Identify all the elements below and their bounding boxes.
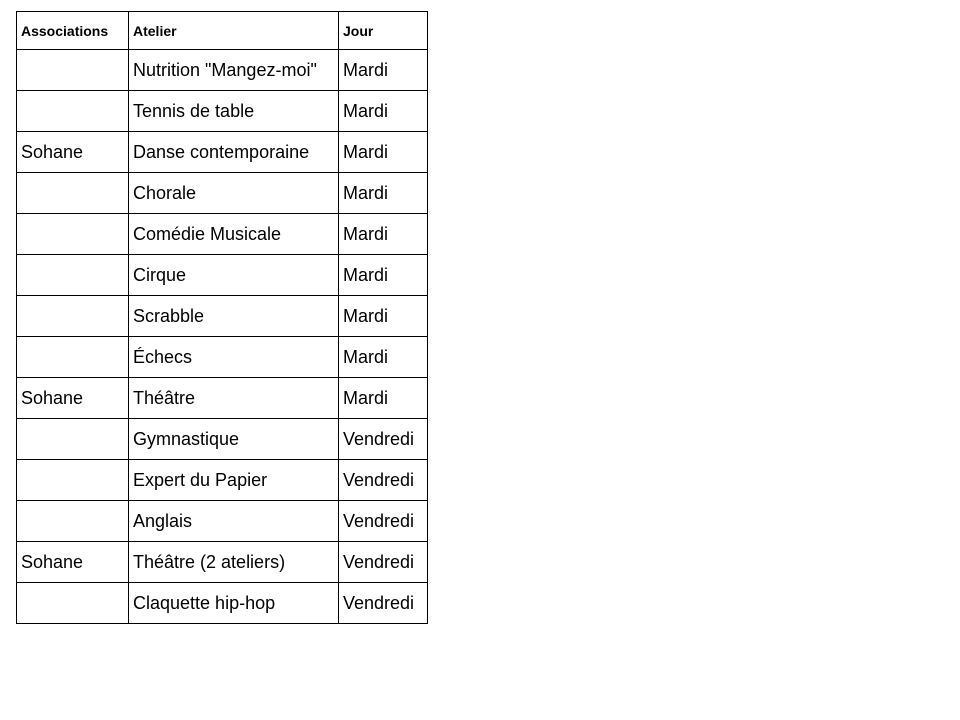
association-cell: Sohane [17,542,129,583]
atelier-cell: Tennis de table [129,91,339,132]
atelier-cell: Anglais [129,501,339,542]
association-cell [17,50,129,91]
table-row [17,460,428,501]
jour-cell: Vendredi [339,501,428,542]
jour-cell: Mardi [339,337,428,378]
association-cell: Sohane [17,378,129,419]
atelier-cell: Cirque [129,255,339,296]
table-row [17,378,428,419]
jour-cell: Mardi [339,255,428,296]
atelier-cell: Échecs [129,337,339,378]
jour-cell: Mardi [339,91,428,132]
jour-cell: Vendredi [339,419,428,460]
association-cell [17,296,129,337]
atelier-cell: Scrabble [129,296,339,337]
table-row [17,419,428,460]
header-atelier: Atelier [129,12,339,50]
table-row [17,50,428,91]
association-cell [17,214,129,255]
table-row [17,91,428,132]
table-row [17,583,428,624]
atelier-cell: Gymnastique [129,419,339,460]
table-body [17,50,428,624]
jour-cell: Mardi [339,173,428,214]
association-cell [17,501,129,542]
table-row [17,337,428,378]
atelier-cell: Expert du Papier [129,460,339,501]
header-jour: Jour [339,12,428,50]
atelier-cell: Nutrition "Mangez-moi" [129,50,339,91]
association-cell [17,173,129,214]
atelier-cell: Danse contemporaine [129,132,339,173]
association-cell: Sohane [17,132,129,173]
jour-cell: Vendredi [339,583,428,624]
association-cell [17,419,129,460]
atelier-cell: Théâtre [129,378,339,419]
table-row [17,501,428,542]
association-cell [17,91,129,132]
table-row [17,296,428,337]
table-row [17,214,428,255]
jour-cell: Vendredi [339,542,428,583]
atelier-cell: Chorale [129,173,339,214]
table-header-row [17,12,428,50]
jour-cell: Mardi [339,132,428,173]
association-cell [17,255,129,296]
atelier-cell: Comédie Musicale [129,214,339,255]
jour-cell: Mardi [339,50,428,91]
jour-cell: Mardi [339,378,428,419]
jour-cell: Vendredi [339,460,428,501]
jour-cell: Mardi [339,214,428,255]
table-row [17,132,428,173]
header-associations: Associations [17,12,129,50]
ateliers-table [16,11,428,624]
association-cell [17,460,129,501]
association-cell [17,583,129,624]
atelier-cell: Claquette hip-hop [129,583,339,624]
table-row [17,542,428,583]
atelier-cell: Théâtre (2 ateliers) [129,542,339,583]
association-cell [17,337,129,378]
jour-cell: Mardi [339,296,428,337]
table-row [17,173,428,214]
table-row [17,255,428,296]
